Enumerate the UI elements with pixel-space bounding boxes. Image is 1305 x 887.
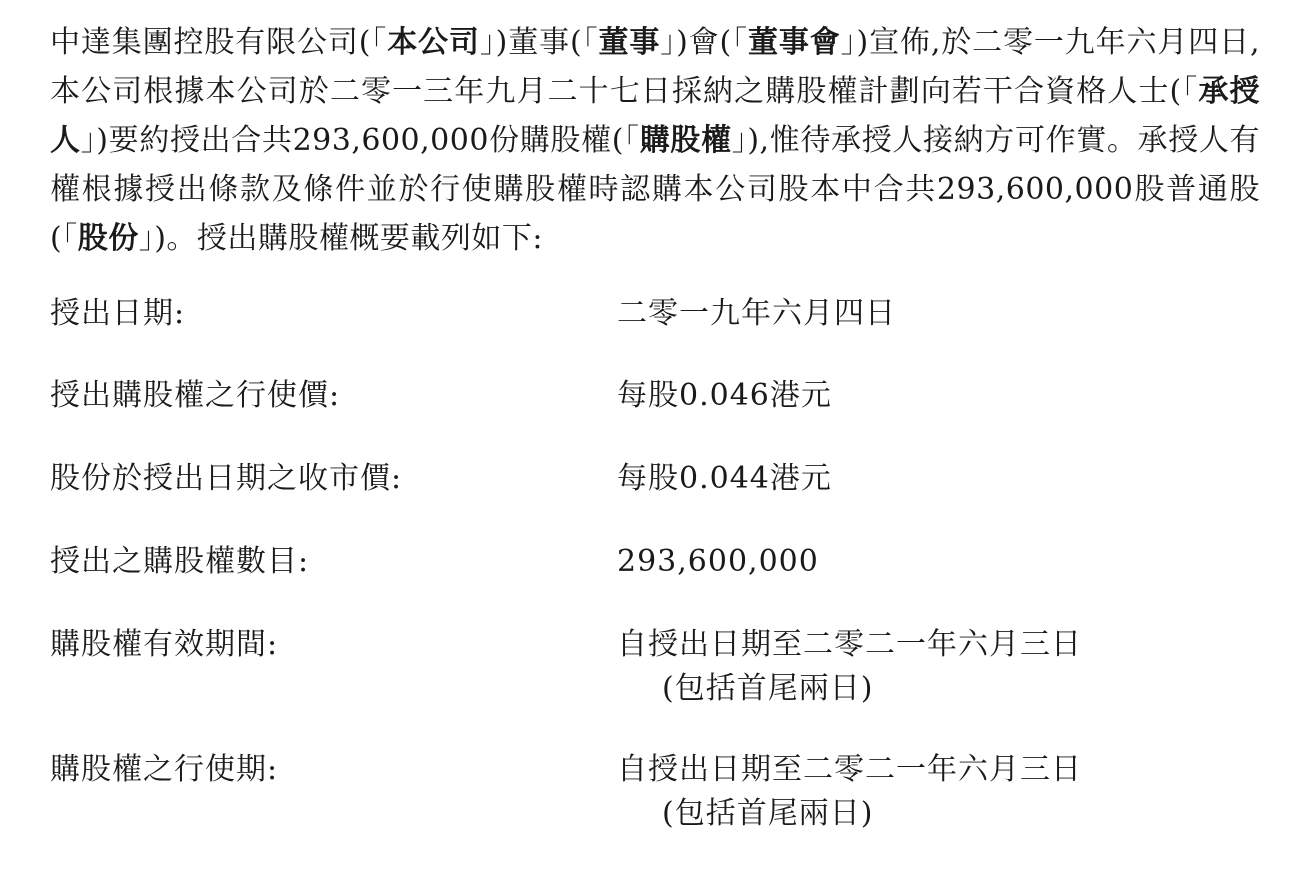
detail-label: 購股權之行使期: [50, 752, 279, 787]
detail-value-note: (包括首尾兩日) [662, 796, 874, 831]
detail-value [617, 540, 819, 584]
detail-row-exercise-period [50, 748, 1260, 848]
intro-text-5: 」)要約授出合共293,600,000份購股權(「 [80, 123, 640, 158]
detail-label: 授出購股權之行使價: [50, 378, 341, 413]
defined-term-directors: 董事 [598, 25, 661, 60]
intro-text-3: 」)會(「 [660, 25, 748, 60]
detail-value [617, 457, 832, 501]
intro-paragraph [50, 18, 1260, 263]
announcement-body [50, 18, 1260, 263]
grant-details-table [50, 292, 1260, 848]
detail-value-text: 二零一九年六月四日 [617, 296, 896, 331]
detail-row-date-of-grant [50, 292, 1260, 374]
detail-value-text: 每股0.046港元 [617, 378, 832, 413]
defined-term-share-options: 購股權 [639, 123, 732, 158]
detail-label: 購股權有效期間: [50, 627, 279, 662]
intro-text-7: 」)。授出購股權概要載列如下: [138, 221, 544, 256]
detail-value-text: 自授出日期至二零二一年六月三日 [617, 627, 1082, 662]
detail-value-note: (包括首尾兩日) [662, 671, 874, 706]
detail-value [617, 374, 832, 418]
intro-text-4: 」)宣佈,於二零一九年六月四日,本公司根據本公司於二零一三年九月二十七日採納之購股權計劃向若干合資格人士(「 [50, 25, 1260, 109]
defined-term-company: 本公司 [387, 25, 480, 60]
defined-term-shares: 股份 [77, 221, 139, 256]
detail-label: 授出之購股權數目: [50, 544, 310, 579]
detail-row-exercise-price [50, 374, 1260, 457]
intro-text-1: 中達集團控股有限公司(「 [50, 25, 388, 60]
detail-row-closing-price [50, 457, 1260, 540]
detail-value-text: 每股0.044港元 [617, 461, 832, 496]
detail-value-text: 自授出日期至二零二一年六月三日 [617, 752, 1082, 787]
defined-term-board: 董事會 [748, 25, 841, 60]
intro-text-6: 」),惟待承授人接納方可作實。承授人有權根據授出條款及條件並於行使購股權時認購本公司股本中合共293,600,000股普通股(「 [50, 123, 1261, 256]
detail-label: 授出日期: [50, 296, 186, 331]
detail-row-number-of-options [50, 540, 1260, 623]
detail-row-validity-period [50, 623, 1260, 748]
detail-value [617, 748, 1082, 836]
detail-value-text: 293,600,000 [617, 544, 819, 579]
intro-text-2: 」)董事(「 [479, 25, 599, 60]
defined-term-grantees: 承授人 [50, 74, 1261, 158]
detail-label: 股份於授出日期之收市價: [50, 461, 403, 496]
detail-value [617, 292, 896, 336]
detail-value [617, 623, 1082, 711]
